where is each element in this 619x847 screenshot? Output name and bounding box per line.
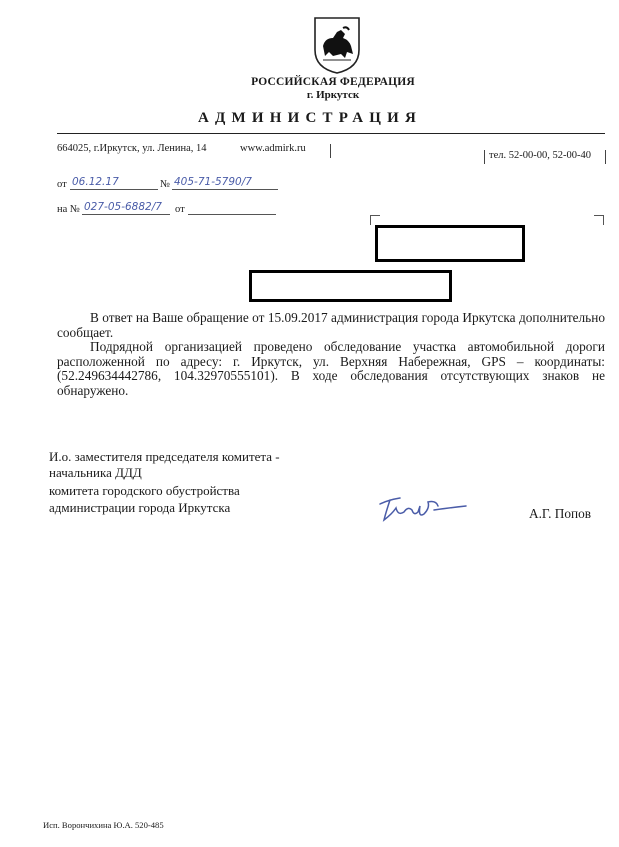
signatory-name: А.Г. Попов xyxy=(529,506,592,521)
reply-date-label: от xyxy=(175,204,185,215)
website: www.admirk.ru xyxy=(240,143,306,154)
date-value: 06.12.17 xyxy=(72,176,119,188)
signatory-title-line-2: начальника ДДД xyxy=(49,465,142,480)
header-divider xyxy=(57,133,605,134)
date-label: от xyxy=(57,179,67,190)
redacted-addressee-address xyxy=(249,270,452,302)
federation-title: РОССИЙСКАЯ ФЕДЕРАЦИЯ xyxy=(251,76,415,88)
address: 664025, г.Иркутск, ул. Ленина, 14 xyxy=(57,143,207,154)
reply-label: на № xyxy=(57,204,80,215)
reply-value: 027-05-6882/7 xyxy=(84,201,162,213)
number-label: № xyxy=(160,179,171,190)
address-divider xyxy=(330,144,331,158)
city-title: г. Иркутск xyxy=(306,89,360,101)
body-paragraph-1-text: В ответ на Ваше обращение от 15.09.2017 администрация города Иркутска дополнительно сообщает. xyxy=(57,310,605,340)
signatory-title-line-1: И.о. заместителя председателя комитета - xyxy=(49,449,280,464)
signatory-title-line-3: комитета городского обустройства xyxy=(49,483,240,498)
reply-date-field xyxy=(188,203,276,215)
signatory-title-line-4: администрации города Иркутска xyxy=(49,500,231,515)
redacted-addressee-name xyxy=(375,225,525,262)
phone: тел. 52-00-00, 52-00-40 xyxy=(489,150,591,161)
phone-divider-right xyxy=(605,150,606,164)
authority-title: АДМИНИСТРАЦИЯ xyxy=(198,110,422,126)
body-paragraph-2-text: Подрядной организацией проведено обследование участка автомобильной дороги расположенной по адресу: г. Иркутск, ул. Верхняя Набережная, GPS – координаты: (52.249634442786, 104.32970555101). В ходе обследования отсутствующих знаков не обнаружено. xyxy=(57,339,605,398)
executor-note: Исп. Ворончихина Ю.А. 520-485 xyxy=(43,820,164,830)
body-paragraph-2 xyxy=(57,340,605,398)
body-paragraph-1 xyxy=(57,311,605,340)
handwritten-signature-icon xyxy=(378,492,470,526)
addressee-corner-left xyxy=(370,215,380,225)
number-value: 405-71-5790/7 xyxy=(174,176,252,188)
addressee-corner-right xyxy=(594,215,604,225)
irkutsk-coat-of-arms-icon xyxy=(313,16,361,74)
phone-divider xyxy=(484,150,485,164)
